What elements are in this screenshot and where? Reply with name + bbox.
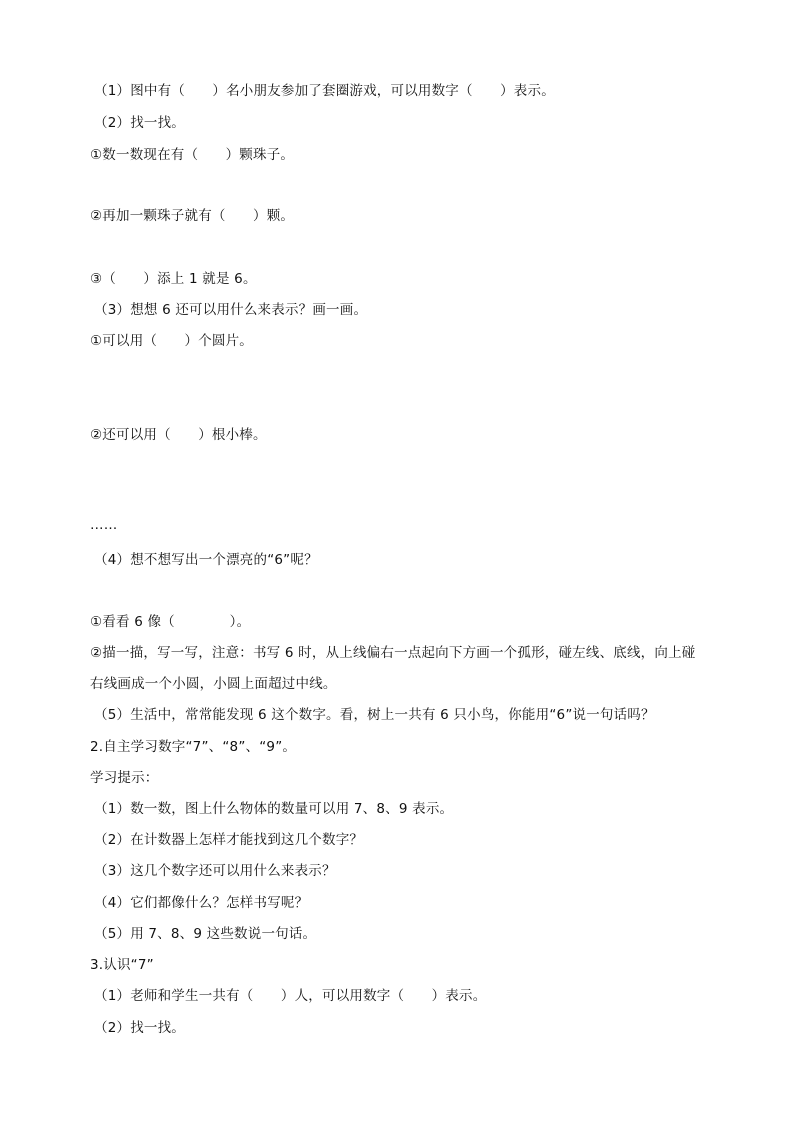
section-3-heading: 3.认识“7” xyxy=(90,957,154,973)
question-4-item-2-continued: 右线画成一个小圆，小圆上面超过中线。 xyxy=(90,676,337,692)
section-3-question-1: （1）老师和学生一共有（ ）人，可以用数字（ ）表示。 xyxy=(94,988,487,1004)
tip-3: （3）这几个数字还可以用什么来表示？ xyxy=(94,863,336,879)
question-2-item-3: ③（ ）添上 1 就是 6。 xyxy=(90,271,257,287)
question-4-item-1: ①看看 6 像（ ）。 xyxy=(90,614,251,630)
tip-2: （2）在计数器上怎样才能找到这几个数字？ xyxy=(94,832,364,848)
section-3-question-2: （2）找一找。 xyxy=(94,1020,185,1036)
question-4-heading: （4）想不想写出一个漂亮的“6”呢？ xyxy=(94,552,318,568)
question-2-heading: （2）找一找。 xyxy=(94,115,185,131)
tip-4: （4）它们都像什么？怎样书写呢？ xyxy=(94,895,309,911)
question-5-line: （5）生活中，常常能发现 6 这个数字。看，树上一共有 6 只小鸟，你能用“6”说一句话吗？ xyxy=(94,707,655,723)
tip-1: （1）数一数，图上什么物体的数量可以用 7、8、9 表示。 xyxy=(94,801,454,817)
question-4-item-2: ②描一描，写一写，注意：书写 6 时，从上线偏右一点起向下方画一个孤形，碰左线、底线，向上碰 xyxy=(90,645,696,661)
ellipsis-line: …… xyxy=(90,517,118,533)
learning-tips-label: 学习提示： xyxy=(90,770,159,786)
question-3-item-2: ②还可以用（ ）根小棒。 xyxy=(90,427,267,443)
question-3-heading: （3）想想 6 还可以用什么来表示？画一画。 xyxy=(94,302,368,318)
section-2-heading: 2.自主学习数字“7”、“8”、“9”。 xyxy=(90,739,297,755)
question-2-item-1: ①数一数现在有（ ）颗珠子。 xyxy=(90,147,295,163)
question-1-line: （1）图中有（ ）名小朋友参加了套圈游戏，可以用数字（ ）表示。 xyxy=(94,83,555,99)
question-3-item-1: ①可以用（ ）个圆片。 xyxy=(90,333,254,349)
tip-5: （5）用 7、8、9 这些数说一句话。 xyxy=(94,926,317,942)
question-2-item-2: ②再加一颗珠子就有（ ）颗。 xyxy=(90,208,295,224)
